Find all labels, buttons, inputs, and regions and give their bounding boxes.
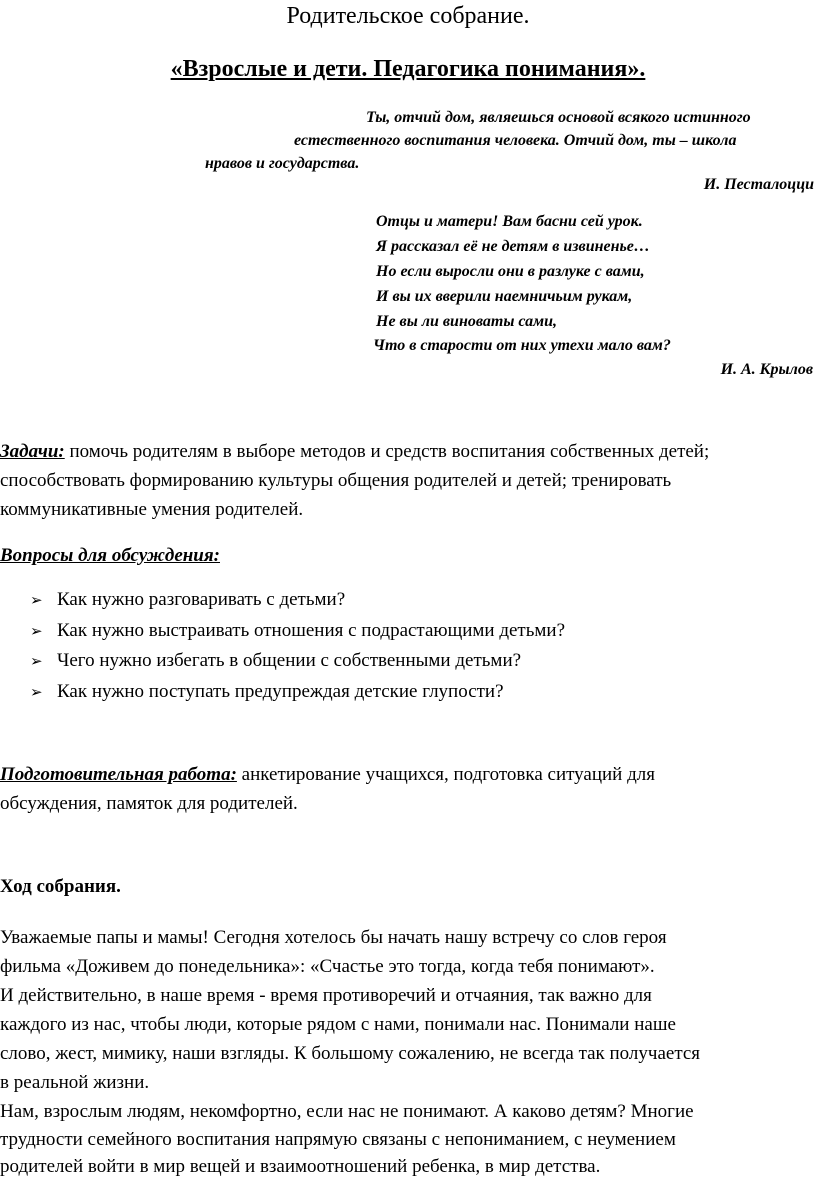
questions-list	[30, 585, 565, 707]
course-line: фильма «Доживем до понедельника»: «Счастье это тогда, когда тебя понимают».	[0, 956, 655, 977]
arrow-bullet-icon: ➢	[30, 591, 43, 610]
course-heading: Ход собрания.	[0, 876, 121, 897]
poem-line: Что в старости от них утехи мало вам?	[373, 337, 671, 354]
prep-label: Подготовительная работа:	[0, 764, 237, 785]
question-text: Как нужно поступать предупреждая детские глупости?	[57, 680, 504, 702]
poem-line: И вы их вверили наемничьим рукам,	[376, 288, 633, 305]
course-line: трудности семейного воспитания напрямую связаны с непониманием, с неумением	[0, 1129, 676, 1150]
epigraph-line: Ты, отчий дом, являешься основой всякого истинного	[366, 109, 751, 126]
arrow-bullet-icon: ➢	[30, 652, 43, 671]
course-line: каждого из нас, чтобы люди, которые рядом с нами, понимали нас. Понимали наше	[0, 1014, 676, 1035]
prep-text: анкетирование учащихся, подготовка ситуаций для	[236, 764, 655, 785]
epigraph-line: нравов и государства.	[205, 155, 360, 172]
list-item	[30, 646, 565, 677]
course-line: Уважаемые папы и мамы! Сегодня хотелось бы начать нашу встречу со слов героя	[0, 927, 667, 948]
poem-author: И. А. Крылов	[720, 361, 813, 378]
course-line: Нам, взрослым людям, некомфортно, если нас не понимают. А каково детям? Многие	[0, 1101, 694, 1122]
questions-label: Вопросы для обсуждения:	[0, 545, 220, 566]
poem-line: Отцы и матери! Вам басни сей урок.	[376, 213, 643, 230]
course-line: И действительно, в наше время - время противоречий и отчаяния, так важно для	[0, 985, 652, 1006]
arrow-bullet-icon: ➢	[30, 682, 43, 701]
tasks-label: Задачи:	[0, 441, 65, 462]
tasks-text: помочь родителям в выборе методов и средств воспитания собственных детей;	[64, 441, 710, 462]
document-title: Родительское собрание.	[286, 3, 530, 29]
course-line: родителей войти в мир вещей и взаимоотношений ребенка, в мир детства.	[0, 1156, 601, 1177]
tasks-paragraph	[0, 437, 709, 466]
tasks-text-line: способствовать формированию культуры общения родителей и детей; тренировать	[0, 470, 672, 491]
prep-text-line: обсуждения, памяток для родителей.	[0, 793, 298, 814]
document-subtitle: «Взрослые и дети. Педагогика понимания».	[170, 56, 646, 82]
prep-paragraph	[0, 760, 655, 789]
poem-line: Но если выросли они в разлуке с вами,	[376, 263, 645, 280]
arrow-bullet-icon: ➢	[30, 621, 43, 640]
epigraph-line: естественного воспитания человека. Отчий дом, ты – школа	[294, 132, 737, 149]
poem-line: Не вы ли виноваты сами,	[376, 313, 557, 330]
question-text: Как нужно разговаривать с детьми?	[57, 589, 346, 611]
epigraph-author: И. Песталоцци	[703, 176, 814, 193]
list-item	[30, 677, 565, 708]
course-line: в реальной жизни.	[0, 1072, 150, 1093]
tasks-text-line: коммуникативные умения родителей.	[0, 499, 304, 520]
list-item	[30, 585, 565, 616]
question-text: Чего нужно избегать в общении с собственными детьми?	[57, 650, 522, 672]
course-line: слово, жест, мимику, наши взгляды. К большому сожалению, не всегда так получается	[0, 1043, 701, 1064]
poem-line: Я рассказал её не детям в извиненье…	[376, 238, 650, 255]
list-item	[30, 616, 565, 647]
question-text: Как нужно выстраивать отношения с подрастающими детьми?	[57, 619, 566, 641]
